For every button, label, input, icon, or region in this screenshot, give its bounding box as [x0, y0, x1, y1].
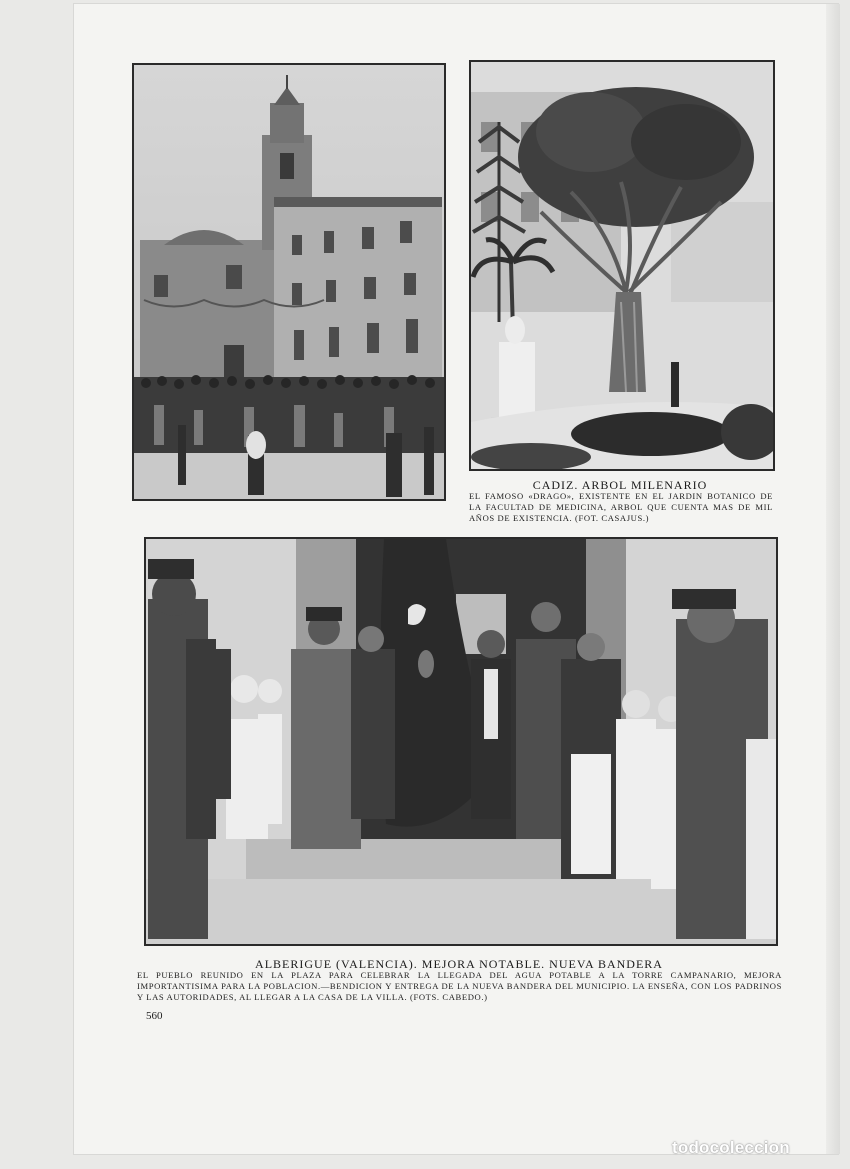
dragon-tree-photo	[469, 60, 775, 471]
ceremony-scene	[146, 539, 776, 944]
church-scene	[134, 65, 444, 499]
tree-caption-text: EL FAMOSO «DRAGO», EXISTENTE EN EL JARDIN BOTANICO DE LA FACULTAD DE MEDICINA, ARBOL QUE CUENTA MAS DE MIL AÑOS DE EXISTENCIA. (FOT. CASAJUS.)	[469, 491, 773, 523]
page-edge	[826, 4, 840, 1154]
tree-caption-title: CADIZ. ARBOL MILENARIO	[532, 478, 708, 492]
church-photo	[132, 63, 446, 501]
flag-ceremony-photo	[144, 537, 778, 946]
ceremony-caption-text: EL PUEBLO REUNIDO EN LA PLAZA PARA CELEBRAR LA LLEGADA DEL AGUA POTABLE A LA TORRE CAMPANARIO, MEJORA IMPORTANTISIMA PARA LA POBLACION.—BENDICION Y ENTREGA DE LA NUEVA BANDERA DEL MUNICIPIO. LA ENSEÑA, CON LOS PADRINOS Y LAS AUTORIDADES, AL LLEGAR A LA CASA DE LA VILLA. (FOTS. CABEDO.)	[137, 970, 782, 1002]
watermark-logo: todocoleccion	[672, 1138, 790, 1157]
tree-scene	[471, 62, 773, 469]
ceremony-caption-title: ALBERIGUE (VALENCIA). MEJORA NOTABLE. NUEVA BANDERA	[255, 957, 663, 971]
page-number: 560	[146, 1010, 163, 1022]
